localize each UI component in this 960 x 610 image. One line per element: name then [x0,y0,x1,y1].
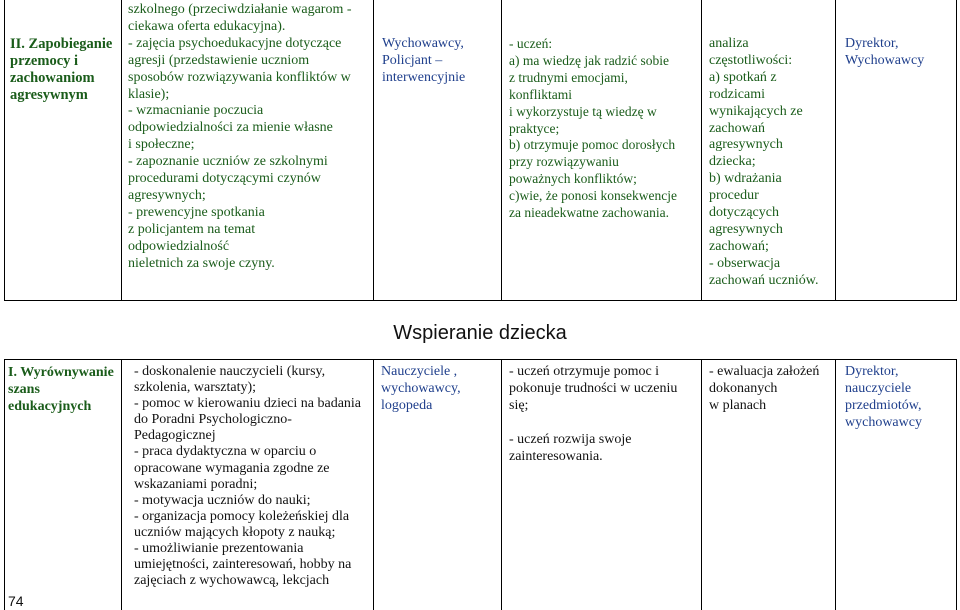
top-table-col-border-4 [701,0,702,301]
bottom-table-col-border-1 [121,359,122,610]
top-table-col-border-2 [373,0,374,301]
bottom-table-top-border [4,359,957,360]
top-goal-cell: II. Zapobieganie przemocy i zachowaniom agresywnym [10,36,113,103]
top-tasks-cell: szkolnego (przeciwdziałanie wagarom - ciekawa oferta edukacyjna). - zajęcia psychoedukacyjne dotyczące agresji (przedstawienie uczniom sposobów rozwiązywania konfliktów w klasie); - wzmacnianie poczucia odpowiedzialności za mienie własne i społeczne; - zapoznanie uczniów ze szkolnymi procedurami dotyczącymi czynów agresywnych; - prewencyjne spotkania z policjantem na temat odpowiedzialność nieletnich za swoje czyny. [128,2,352,271]
top-supervision-cell: Dyrektor, Wychowawcy [845,36,925,68]
top-table-col-border-5 [835,0,836,301]
bottom-table-col-border-3 [501,359,502,610]
top-table-bottom-border [4,300,957,301]
top-effects-cell: - uczeń: a) ma wiedzę jak radzić sobie z trudnymi emocjami, konfliktami i wykorzystuje tą wiedzę w praktyce; b) otrzymuje pomoc dorosłych przy rozwiązywaniu poważnych konfliktów; c)wie, że ponosi konsekwencje za nieadekwatne zachowania. [509,36,677,221]
top-responsible-cell: Wychowawcy, Policjant – interwencyjnie [382,36,466,85]
bottom-table-col-border-0 [4,359,5,610]
section-title: Wspieranie dziecka [393,322,567,344]
top-table-col-border-1 [121,0,122,301]
top-table-col-border-0 [4,0,5,301]
bottom-supervision-cell: Dyrektor, nauczyciele przedmiotów, wychowawcy [845,364,922,430]
top-evaluation-cell: analiza częstotliwości: a) spotkań z rodzicami wynikających ze zachowań agresywnych dziecka; b) wdrażania procedur dotyczących agresywnych zachowań; - obserwacja zachowań uczniów. [709,36,819,288]
bottom-table-col-border-6 [956,359,957,610]
page-number: 74 [8,593,24,609]
bottom-table-col-border-2 [373,359,374,610]
top-table-col-border-6 [956,0,957,301]
bottom-goal-cell: I. Wyrównywanie szans edukacyjnych [8,365,114,414]
bottom-tasks-cell: - doskonalenie nauczycieli (kursy, szkolenia, warsztaty); - pomoc w kierowaniu dzieci na badania do Poradni Psychologiczno- Pedagogicznej - praca dydaktyczna w oparciu o opracowane wymagania zgodne ze wskazaniami poradni; - motywacja uczniów do nauki; - organizacja pomocy koleżeńskiej dla uczniów mających kłopoty z nauką; - umożliwianie prezentowania umiejętności, zainteresowań, hobby na zajęciach z wychowawcą, lekcjach [134,364,362,589]
bottom-effects-cell: - uczeń otrzymuje pomoc i pokonuje trudności w uczeniu się; - uczeń rozwija swoje zainteresowania. [509,364,678,464]
bottom-table-col-border-5 [835,359,836,610]
bottom-responsible-cell: Nauczyciele , wychowawcy, logopeda [381,364,461,413]
top-table-col-border-3 [501,0,502,301]
bottom-table-col-border-4 [701,359,702,610]
bottom-evaluation-cell: - ewaluacja założeń dokonanych w planach [709,364,820,413]
